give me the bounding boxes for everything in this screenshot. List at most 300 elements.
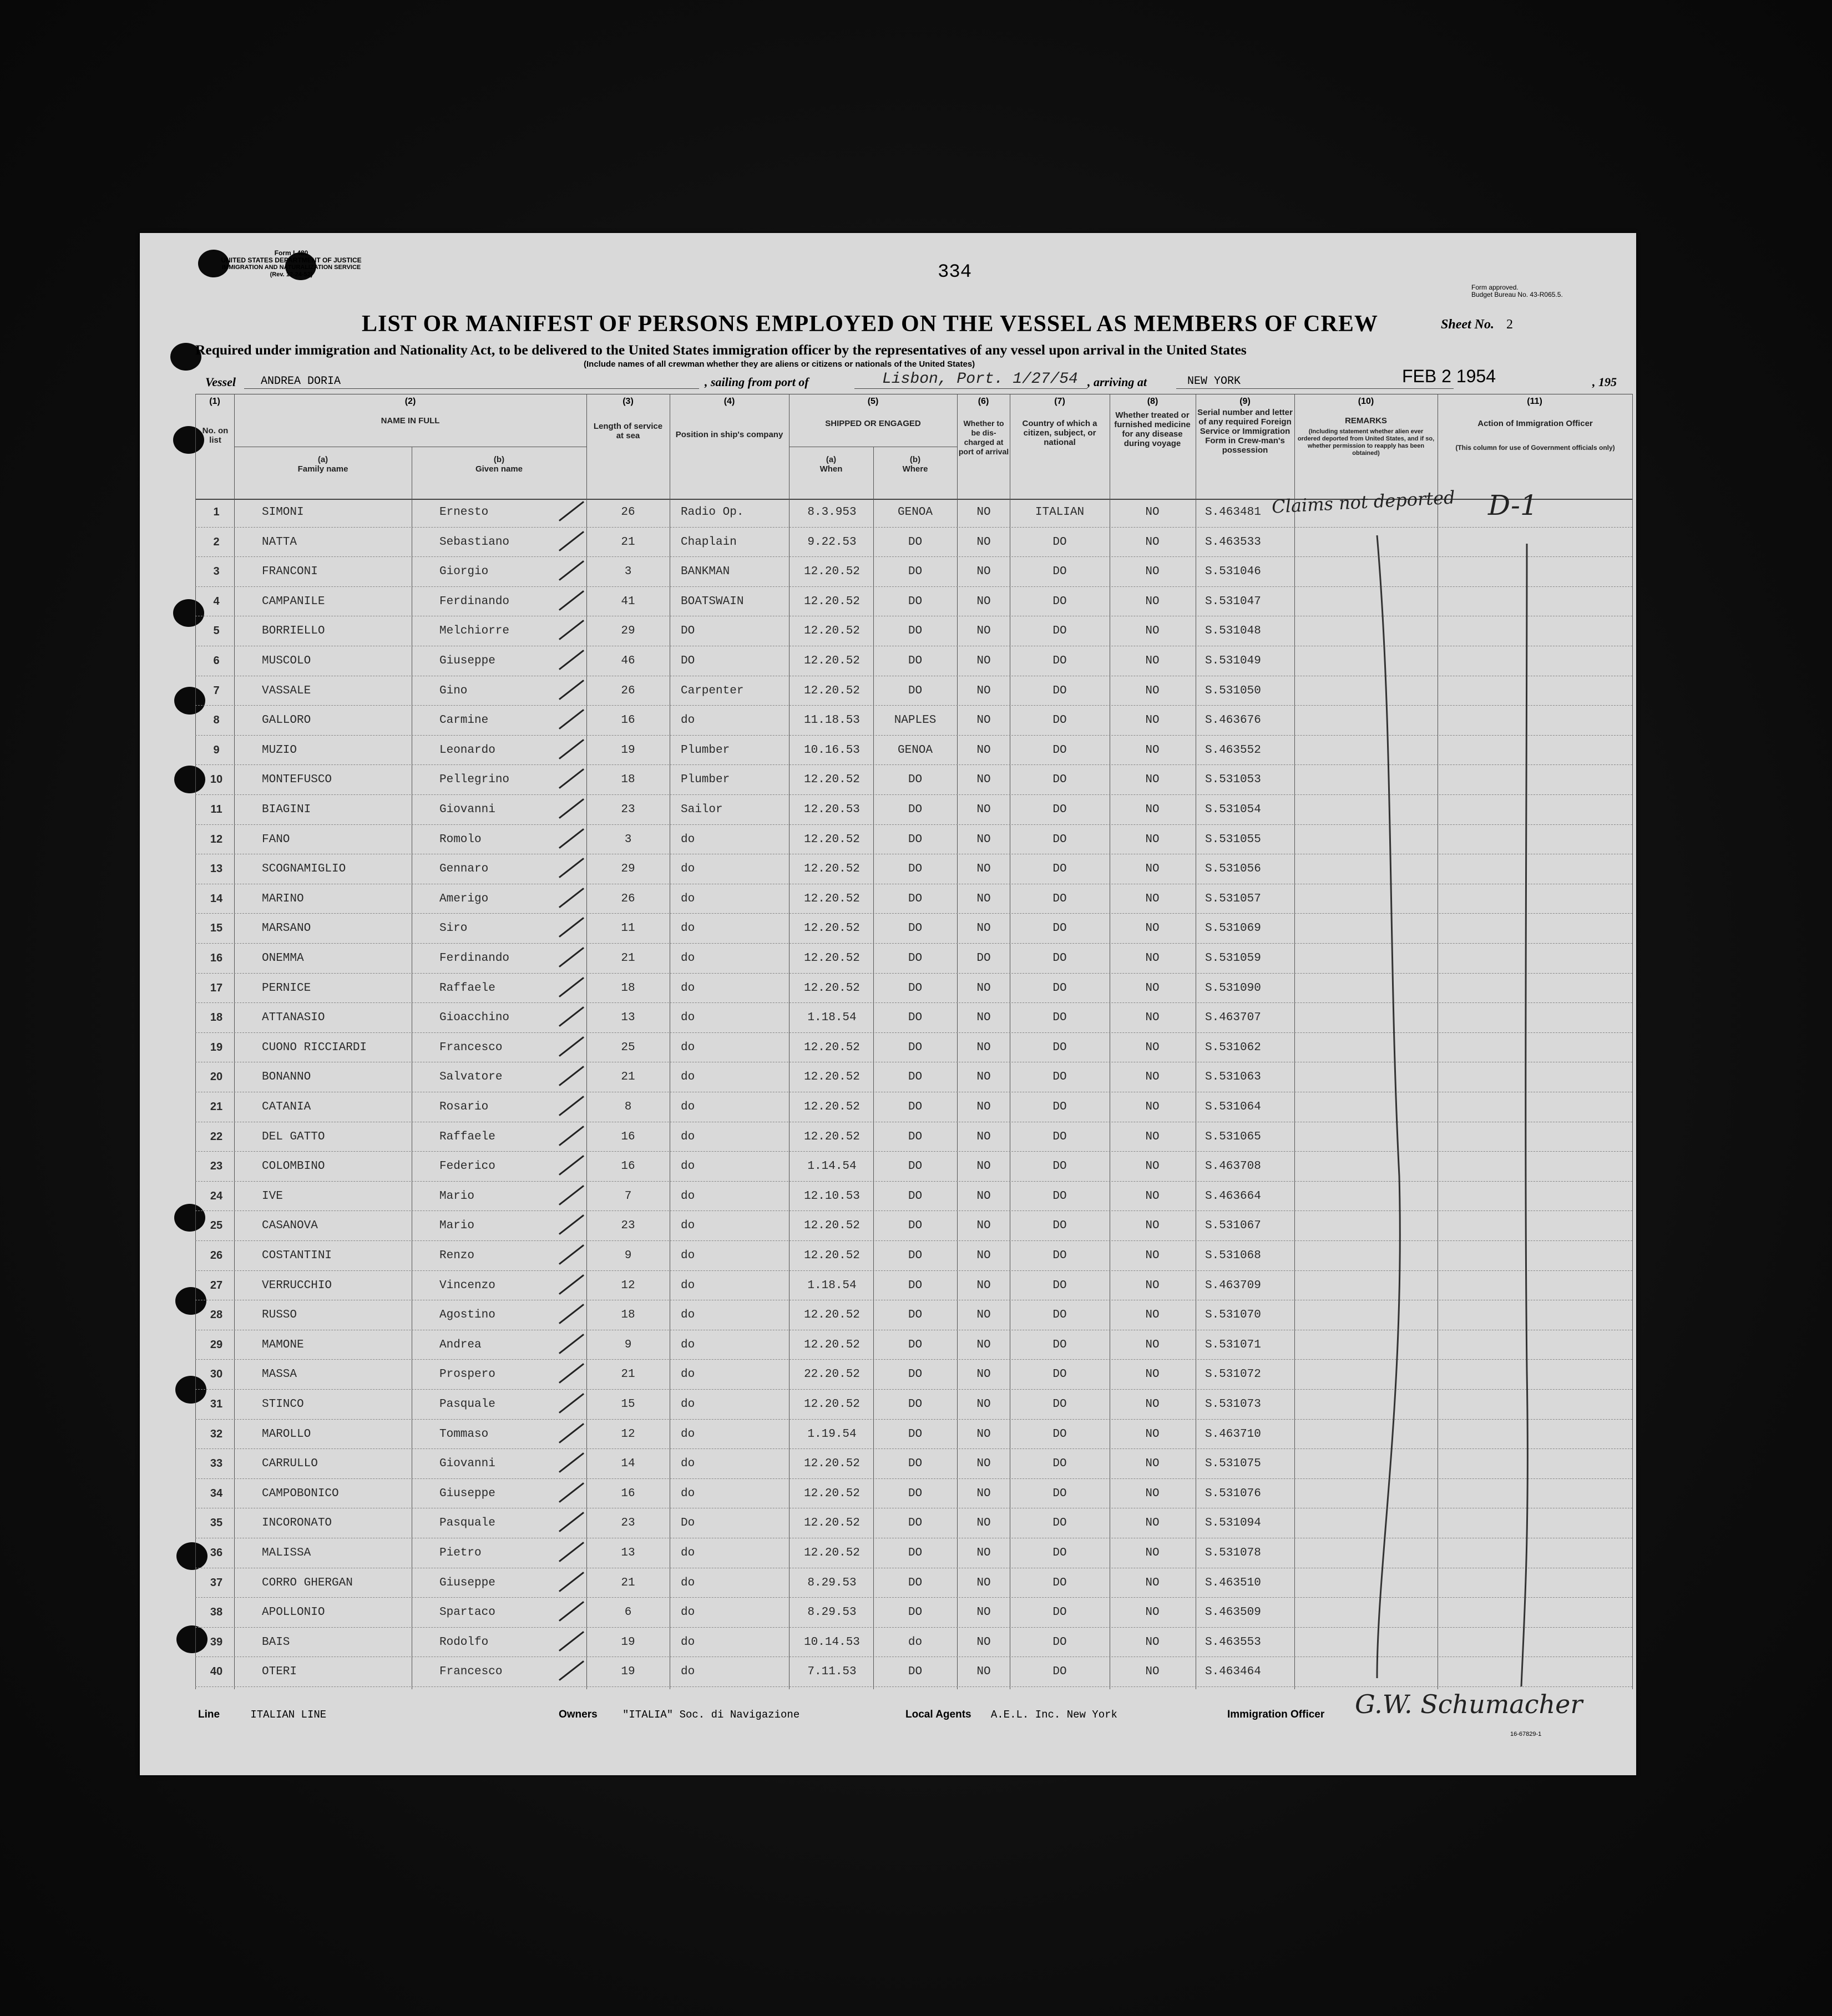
cell-country: DO xyxy=(1052,1071,1067,1084)
cell-when: 12.20.52 xyxy=(804,1338,860,1351)
cell-where: DO xyxy=(908,1457,923,1471)
cell-len: 21 xyxy=(621,1368,635,1381)
cell-pos: Plumber xyxy=(681,743,730,757)
cell-where: DO xyxy=(908,1487,923,1500)
cell-len: 21 xyxy=(621,1071,635,1084)
cell-n: 18 xyxy=(210,1011,223,1024)
cell-when: 10.14.53 xyxy=(804,1635,860,1649)
cell-given: Carmine xyxy=(439,714,489,727)
cell-when: 12.20.52 xyxy=(804,1309,860,1322)
cell-len: 19 xyxy=(621,1665,635,1679)
cell-when: 12.20.52 xyxy=(804,1398,860,1411)
cell-med: NO xyxy=(1145,833,1160,846)
action-header: Action of Immigration Officer xyxy=(1477,419,1593,428)
cell-family: CORRO GHERGAN xyxy=(262,1576,353,1589)
cell-len: 6 xyxy=(624,1606,632,1619)
cell-med: NO xyxy=(1145,1130,1160,1143)
cell-where: DO xyxy=(908,1249,923,1262)
cell-country: DO xyxy=(1052,1338,1067,1351)
no-on-list-header: No. on list xyxy=(202,426,229,445)
cell-med: NO xyxy=(1145,1368,1160,1381)
cell-pos: do xyxy=(681,1665,695,1679)
cell-country: DO xyxy=(1052,1665,1067,1679)
cell-country: DO xyxy=(1052,863,1067,876)
cell-dis: NO xyxy=(976,1011,991,1025)
cell-dis: NO xyxy=(976,1309,991,1322)
cell-where: DO xyxy=(908,1606,923,1619)
cell-where: DO xyxy=(908,863,923,876)
cell-n: 10 xyxy=(210,773,223,786)
cell-given: Pasquale xyxy=(439,1398,495,1411)
cell-med: NO xyxy=(1145,1457,1160,1471)
cell-dis: NO xyxy=(976,535,991,549)
cell-pos: do xyxy=(681,1041,695,1054)
discharged-header: Whether to be dis-charged at port of arrival xyxy=(958,419,1009,456)
footer-officer: Immigration Officer xyxy=(1227,1709,1325,1720)
cell-country: DO xyxy=(1052,1011,1067,1025)
cell-given: Giuseppe xyxy=(439,655,495,667)
cell-n: 37 xyxy=(210,1576,223,1589)
cell-pos: do xyxy=(681,1249,695,1262)
service: IMMIGRATION AND NATURALIZATION SERVICE xyxy=(221,264,361,271)
cell-family: FANO xyxy=(262,833,290,846)
cell-given: Renzo xyxy=(439,1249,475,1262)
cell-family: CAMPANILE xyxy=(262,595,325,608)
cell-len: 18 xyxy=(621,981,635,995)
cell-pos: do xyxy=(681,1576,695,1589)
cell-med: NO xyxy=(1145,1517,1160,1530)
cell-pos: do xyxy=(681,922,695,935)
cell-serial: S.531094 xyxy=(1205,1517,1261,1530)
cell-family: MUZIO xyxy=(262,743,297,757)
cell-dis: NO xyxy=(976,1665,991,1679)
cell-pos: do xyxy=(681,1487,695,1500)
cell-serial: S.463710 xyxy=(1205,1427,1261,1441)
cell-where: DO xyxy=(908,1427,923,1441)
cell-dis: NO xyxy=(976,1249,991,1262)
cell-len: 21 xyxy=(621,952,635,965)
sheet-label: Sheet No. xyxy=(1441,317,1494,332)
cell-country: DO xyxy=(1052,773,1067,787)
cell-serial: S.531072 xyxy=(1205,1368,1261,1381)
cell-n: 17 xyxy=(210,981,223,994)
cell-where: DO xyxy=(908,1279,923,1292)
cell-pos: DO xyxy=(681,655,695,667)
cell-given: Amerigo xyxy=(439,892,489,905)
cell-given: Giorgio xyxy=(439,565,489,579)
cell-where: DO xyxy=(908,952,923,965)
cell-given: Federico xyxy=(439,1160,495,1173)
cell-given: Rodolfo xyxy=(439,1635,489,1649)
cell-country: DO xyxy=(1052,1398,1067,1411)
cell-dis: NO xyxy=(976,1576,991,1589)
cell-family: MALISSA xyxy=(262,1547,311,1559)
cell-family: DEL GATTO xyxy=(262,1130,325,1143)
cell-given: Mario xyxy=(439,1189,475,1203)
cell-pos: do xyxy=(681,1606,695,1619)
cell-given: Mario xyxy=(439,1219,475,1233)
cell-family: BONANNO xyxy=(262,1071,311,1084)
cell-len: 14 xyxy=(621,1457,635,1471)
cell-len: 18 xyxy=(621,1309,635,1322)
cell-where: do xyxy=(908,1635,923,1649)
cell-given: Ferdinando xyxy=(439,952,510,965)
cell-family: STINCO xyxy=(262,1398,304,1411)
cell-dis: NO xyxy=(976,922,991,935)
cell-len: 41 xyxy=(621,595,635,608)
cell-where: NAPLES xyxy=(894,714,937,727)
given-name-header: Given name xyxy=(475,464,523,474)
cell-dis: NO xyxy=(976,1189,991,1203)
cell-med: NO xyxy=(1145,1189,1160,1203)
cell-dis: NO xyxy=(976,803,991,816)
cell-serial: S.531055 xyxy=(1205,833,1261,846)
cell-country: DO xyxy=(1052,1101,1067,1113)
cell-n: 7 xyxy=(213,684,220,697)
cell-n: 25 xyxy=(210,1219,223,1232)
cell-med: NO xyxy=(1145,1101,1160,1113)
cell-where: DO xyxy=(908,981,923,995)
footer-owners: Owners "ITALIA" Soc. di Navigazione xyxy=(559,1709,800,1721)
cell-when: 12.20.52 xyxy=(804,625,860,638)
cell-given: Romolo xyxy=(439,833,482,846)
cell-serial: S.531054 xyxy=(1205,803,1261,816)
cell-n: 29 xyxy=(210,1338,223,1351)
cell-where: DO xyxy=(908,1101,923,1113)
page-number: 334 xyxy=(938,262,972,283)
cell-med: NO xyxy=(1145,714,1160,727)
cell-when: 9.22.53 xyxy=(807,535,857,549)
cell-when: 11.18.53 xyxy=(804,714,860,727)
cell-med: NO xyxy=(1145,1011,1160,1025)
footer-agents: Local Agents A.E.L. Inc. New York xyxy=(905,1709,1117,1721)
cell-dis: NO xyxy=(976,1160,991,1173)
cell-pos: do xyxy=(681,1457,695,1471)
cell-where: DO xyxy=(908,1398,923,1411)
cell-n: 38 xyxy=(210,1606,223,1619)
cell-serial: S.531090 xyxy=(1205,981,1261,995)
cell-when: 12.20.52 xyxy=(804,595,860,608)
cell-dis: NO xyxy=(976,1338,991,1351)
cell-family: NATTA xyxy=(262,535,297,549)
cell-dis: NO xyxy=(976,1041,991,1054)
action-note: (This column for use of Government officials only) xyxy=(1455,444,1615,452)
cell-n: 40 xyxy=(210,1665,223,1678)
cell-country: DO xyxy=(1052,981,1067,995)
cell-serial: S.531056 xyxy=(1205,863,1261,876)
cell-when: 12.20.52 xyxy=(804,1219,860,1233)
cell-serial: S.531063 xyxy=(1205,1071,1261,1084)
cell-len: 3 xyxy=(624,565,632,579)
cell-dis: NO xyxy=(976,1517,991,1530)
cell-n: 27 xyxy=(210,1279,223,1291)
cell-len: 8 xyxy=(624,1101,632,1113)
cell-med: NO xyxy=(1145,803,1160,816)
owners-name: "ITALIA" Soc. di Navigazione xyxy=(622,1709,800,1721)
cell-serial: S.531062 xyxy=(1205,1041,1261,1054)
cell-dis: NO xyxy=(976,625,991,638)
cell-given: Melchiorre xyxy=(439,625,510,638)
cell-where: DO xyxy=(908,535,923,549)
cell-dis: NO xyxy=(976,743,991,757)
cell-where: DO xyxy=(908,655,923,667)
cell-dis: NO xyxy=(976,1368,991,1381)
cell-dis: NO xyxy=(976,833,991,846)
cell-when: 8.29.53 xyxy=(807,1606,857,1619)
cell-pos: DO xyxy=(681,625,695,638)
cell-when: 12.20.52 xyxy=(804,1071,860,1084)
cell-len: 23 xyxy=(621,1219,635,1233)
cell-dis: NO xyxy=(976,565,991,579)
sheet-value: 2 xyxy=(1506,317,1513,332)
cell-when: 1.14.54 xyxy=(807,1160,857,1173)
cell-serial: S.463676 xyxy=(1205,714,1261,727)
cell-given: Gino xyxy=(439,684,468,697)
cell-med: NO xyxy=(1145,1398,1160,1411)
cell-serial: S.463509 xyxy=(1205,1606,1261,1619)
cell-when: 12.20.52 xyxy=(804,1101,860,1113)
cell-given: Francesco xyxy=(439,1665,503,1679)
cell-family: CUONO RICCIARDI xyxy=(262,1041,367,1054)
cell-where: GENOA xyxy=(897,506,933,519)
vessel-name: ANDREA DORIA xyxy=(261,375,341,388)
cell-when: 12.20.52 xyxy=(804,1249,860,1262)
cell-pos: do xyxy=(681,952,695,965)
cell-med: NO xyxy=(1145,1576,1160,1589)
remarks-annotation: Claims not deported xyxy=(1271,487,1456,518)
cell-country: DO xyxy=(1052,535,1067,549)
cell-where: DO xyxy=(908,803,923,816)
cell-dis: NO xyxy=(976,714,991,727)
medicine-header: Whether treated or furnished medicine for any disease during voyage xyxy=(1114,411,1191,448)
cell-when: 12.20.52 xyxy=(804,773,860,787)
cell-dis: NO xyxy=(976,1547,991,1559)
cell-family: MARSANO xyxy=(262,922,311,935)
country-header: Country of which a citizen, subject, or national xyxy=(1022,419,1097,447)
cell-family: BIAGINI xyxy=(262,803,311,816)
cell-where: DO xyxy=(908,1368,923,1381)
cell-when: 12.20.52 xyxy=(804,981,860,995)
cell-n: 11 xyxy=(210,803,222,815)
cell-where: DO xyxy=(908,565,923,579)
cell-when: 12.20.52 xyxy=(804,863,860,876)
cell-dis: NO xyxy=(976,595,991,608)
cell-med: NO xyxy=(1145,1635,1160,1649)
cell-country: DO xyxy=(1052,1219,1067,1233)
cell-serial: S.531071 xyxy=(1205,1338,1261,1351)
cell-len: 25 xyxy=(621,1041,635,1054)
cell-where: DO xyxy=(908,1160,923,1173)
cell-len: 16 xyxy=(621,1160,635,1173)
cell-len: 16 xyxy=(621,714,635,727)
cell-n: 16 xyxy=(210,952,223,964)
cell-med: NO xyxy=(1145,684,1160,697)
cell-len: 21 xyxy=(621,1576,635,1589)
cell-where: DO xyxy=(908,922,923,935)
cell-med: NO xyxy=(1145,743,1160,757)
cell-given: Vincenzo xyxy=(439,1279,495,1292)
cell-med: NO xyxy=(1145,1338,1160,1351)
cell-len: 13 xyxy=(621,1547,635,1559)
cell-country: DO xyxy=(1052,1427,1067,1441)
cell-family: COLOMBINO xyxy=(262,1160,325,1173)
cell-med: NO xyxy=(1145,1249,1160,1262)
cell-family: BAIS xyxy=(262,1635,290,1649)
ditto-lines xyxy=(140,233,1636,1775)
cell-given: Spartaco xyxy=(439,1606,495,1619)
cell-n: 5 xyxy=(213,625,220,637)
sailing-label: , sailing from port of xyxy=(705,375,809,389)
cell-n: 3 xyxy=(213,565,220,578)
cell-where: DO xyxy=(908,595,923,608)
cell-len: 18 xyxy=(621,773,635,787)
cell-serial: S.463709 xyxy=(1205,1279,1261,1292)
cell-pos: do xyxy=(681,1219,695,1233)
cell-len: 46 xyxy=(621,655,635,667)
cell-n: 22 xyxy=(210,1130,223,1143)
cell-pos: do xyxy=(681,1130,695,1143)
cell-len: 15 xyxy=(621,1398,635,1411)
officer-signature: G.W. Schumacher xyxy=(1355,1689,1583,1719)
cell-med: NO xyxy=(1145,1160,1160,1173)
cell-n: 19 xyxy=(210,1041,223,1053)
footer-line: Line ITALIAN LINE xyxy=(198,1709,327,1721)
cell-n: 13 xyxy=(210,863,223,875)
cell-dis: NO xyxy=(976,1487,991,1500)
cell-where: DO xyxy=(908,1665,923,1679)
cell-med: NO xyxy=(1145,625,1160,638)
cell-len: 12 xyxy=(621,1279,635,1292)
cell-len: 26 xyxy=(621,892,635,905)
cell-given: Ernesto xyxy=(439,506,489,519)
cell-serial: S.531059 xyxy=(1205,952,1261,965)
cell-serial: S.463481 xyxy=(1205,506,1261,519)
cell-dis: NO xyxy=(976,1101,991,1113)
cell-country: DO xyxy=(1052,1547,1067,1559)
cell-when: 12.20.52 xyxy=(804,922,860,935)
cell-given: Pietro xyxy=(439,1547,482,1559)
form-code: 16-67829-1 xyxy=(1510,1731,1542,1738)
cell-med: NO xyxy=(1145,1219,1160,1233)
cell-pos: do xyxy=(681,981,695,995)
cell-family: CARRULLO xyxy=(262,1457,318,1471)
cell-med: NO xyxy=(1145,892,1160,905)
cell-country: DO xyxy=(1052,714,1067,727)
cell-serial: S.531068 xyxy=(1205,1249,1261,1262)
cell-pos: do xyxy=(681,1011,695,1025)
cell-where: DO xyxy=(908,1338,923,1351)
cell-given: Pellegrino xyxy=(439,773,510,787)
cell-when: 12.20.52 xyxy=(804,833,860,846)
cell-n: 8 xyxy=(213,714,220,727)
cell-country: DO xyxy=(1052,595,1067,608)
cell-pos: do xyxy=(681,1279,695,1292)
cell-country: DO xyxy=(1052,833,1067,846)
line-name: ITALIAN LINE xyxy=(250,1709,327,1721)
cell-pos: do xyxy=(681,863,695,876)
cell-family: SIMONI xyxy=(262,506,304,519)
cell-len: 19 xyxy=(621,743,635,757)
cell-given: Prospero xyxy=(439,1368,495,1381)
cell-when: 12.20.52 xyxy=(804,684,860,697)
cell-family: MAMONE xyxy=(262,1338,304,1351)
cell-med: NO xyxy=(1145,922,1160,935)
cell-family: ATTANASIO xyxy=(262,1011,325,1025)
cell-country: DO xyxy=(1052,803,1067,816)
cell-serial: S.463708 xyxy=(1205,1160,1261,1173)
cell-med: NO xyxy=(1145,1665,1160,1679)
cell-serial: S.531075 xyxy=(1205,1457,1261,1471)
cell-dis: NO xyxy=(976,863,991,876)
cell-pos: do xyxy=(681,1635,695,1649)
cell-given: Giuseppe xyxy=(439,1576,495,1589)
cell-serial: S.531057 xyxy=(1205,892,1261,905)
cell-given: Gennaro xyxy=(439,863,489,876)
cell-country: DO xyxy=(1052,1249,1067,1262)
cell-len: 26 xyxy=(621,684,635,697)
cell-given: Leonardo xyxy=(439,743,495,757)
cell-serial: S.463553 xyxy=(1205,1635,1261,1649)
cell-when: 8.3.953 xyxy=(807,506,857,519)
cell-given: Raffaele xyxy=(439,1130,495,1143)
cell-n: 26 xyxy=(210,1249,223,1262)
cell-n: 6 xyxy=(213,655,220,667)
cell-where: DO xyxy=(908,1219,923,1233)
cell-len: 9 xyxy=(624,1249,632,1262)
cell-n: 20 xyxy=(210,1071,223,1083)
cell-given: Giovanni xyxy=(439,1457,495,1471)
cell-pos: do xyxy=(681,1071,695,1084)
cell-where: DO xyxy=(908,773,923,787)
cell-country: DO xyxy=(1052,1189,1067,1203)
cell-n: 21 xyxy=(210,1101,223,1113)
cell-serial: S.531047 xyxy=(1205,595,1261,608)
when-header: When xyxy=(819,464,843,474)
cell-med: NO xyxy=(1145,1487,1160,1500)
cell-dis: NO xyxy=(976,1130,991,1143)
cell-country: DO xyxy=(1052,1487,1067,1500)
revision: (Rev. 12-24-52) xyxy=(270,271,313,278)
cell-where: DO xyxy=(908,1011,923,1025)
cell-dis: NO xyxy=(976,655,991,667)
cell-med: NO xyxy=(1145,773,1160,787)
cell-country: DO xyxy=(1052,1130,1067,1143)
cell-country: DO xyxy=(1052,1517,1067,1530)
cell-given: Pasquale xyxy=(439,1517,495,1530)
cell-dis: NO xyxy=(976,1219,991,1233)
cell-len: 19 xyxy=(621,1635,635,1649)
cell-family: VASSALE xyxy=(262,684,311,697)
cell-given: Giuseppe xyxy=(439,1487,495,1500)
cell-serial: S.531048 xyxy=(1205,625,1261,638)
cell-serial: S.531069 xyxy=(1205,922,1261,935)
cell-where: DO xyxy=(908,833,923,846)
cell-when: 12.20.52 xyxy=(804,952,860,965)
cell-dis: NO xyxy=(976,892,991,905)
cell-serial: S.463464 xyxy=(1205,1665,1261,1679)
cell-when: 12.20.52 xyxy=(804,1517,860,1530)
cell-pos: Sailor xyxy=(681,803,723,816)
year-label: , 195 xyxy=(1592,375,1617,389)
cell-given: Raffaele xyxy=(439,981,495,995)
cell-n: 31 xyxy=(210,1398,223,1410)
position-header: Position in ship's company xyxy=(675,430,783,439)
cell-med: NO xyxy=(1145,565,1160,579)
cell-when: 1.18.54 xyxy=(807,1011,857,1025)
arriving-label: , arriving at xyxy=(1087,375,1147,389)
agents-name: A.E.L. Inc. New York xyxy=(990,1709,1117,1721)
cell-n: 12 xyxy=(210,833,223,845)
